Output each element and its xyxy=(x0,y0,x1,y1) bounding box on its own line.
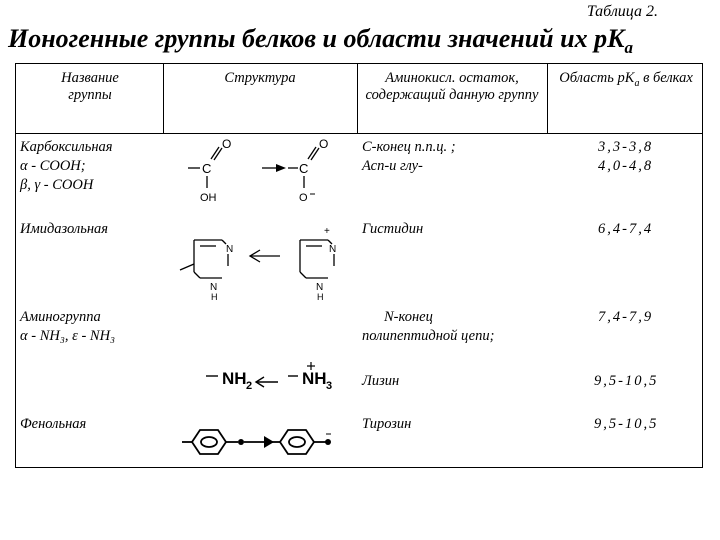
residue-line: Гистидин xyxy=(362,221,424,237)
carboxyl-structure xyxy=(180,138,350,208)
pka-line: 3,3-3,8 xyxy=(598,139,654,155)
table-frame xyxy=(15,63,703,468)
oxygen-label: O xyxy=(222,137,232,151)
page-title xyxy=(8,24,633,58)
residue-line: Тирозин xyxy=(362,416,412,432)
residue-line: Лизин xyxy=(362,373,400,389)
oxygen-dot xyxy=(238,439,244,445)
row-imidazole-name xyxy=(20,220,108,239)
hydrogen-label: H xyxy=(317,292,324,302)
column-divider xyxy=(357,63,358,133)
row-amino-name xyxy=(20,308,115,346)
row-phenol-residue xyxy=(362,415,411,434)
pka-line: 4,0-4,8 xyxy=(598,158,654,174)
pka-line: 9,5-10,5 xyxy=(594,416,659,432)
ammonium-subscript: 3 xyxy=(326,380,333,392)
header-divider xyxy=(15,133,703,134)
residue-line: полипептидной цепи; xyxy=(362,328,495,344)
carbon-label: C xyxy=(202,161,212,176)
row-lysine-pka xyxy=(594,372,658,391)
pka-line: 7,4-7,9 xyxy=(598,309,654,325)
row-carboxyl-pka xyxy=(598,138,653,176)
name-line: Имидазольная xyxy=(20,221,109,237)
row-carboxyl-name xyxy=(20,138,113,195)
name-line: β, γ - COOH xyxy=(20,177,94,193)
title-text: Ионогенные группы белков и области значений их pK xyxy=(8,24,625,53)
hydroxyl-label: OH xyxy=(200,192,217,204)
row-carboxyl-residue xyxy=(362,138,456,176)
imidazole-structure xyxy=(180,226,350,302)
row-lysine-residue xyxy=(362,372,399,391)
amino-structure xyxy=(200,360,360,396)
name-line: Карбоксильная xyxy=(20,139,113,155)
table-caption: Таблица 2. xyxy=(586,3,658,20)
row-imidazole-residue xyxy=(362,220,423,239)
header-pka-text: Область pK xyxy=(559,70,635,86)
amine-label: NH xyxy=(222,369,247,388)
oxygen-dot xyxy=(325,439,331,445)
column-divider xyxy=(547,63,548,133)
pka-line: 6,4-7,4 xyxy=(598,221,654,237)
amine-subscript: 2 xyxy=(246,380,253,392)
header-name: Название группы xyxy=(61,70,119,103)
residue-line: Асп-и глу- xyxy=(362,158,423,174)
oxygen-label: O xyxy=(299,192,308,204)
header-pka-tail: в белках xyxy=(639,70,693,86)
name-line: α - NH₃, ε - NH₃ xyxy=(20,328,116,344)
row-phenol-name xyxy=(20,415,86,434)
header-residue: Аминокисл. остаток, содержащий данную группу xyxy=(365,70,539,103)
oxygen-label: O xyxy=(319,137,329,151)
row-amino-residue xyxy=(362,308,494,346)
nitrogen-label: N xyxy=(210,282,218,293)
ammonium-label: NH xyxy=(302,369,327,388)
nitrogen-label: N xyxy=(316,282,324,293)
row-amino-pka xyxy=(598,308,653,327)
column-divider xyxy=(163,63,164,133)
header-pka-sub: a xyxy=(634,77,640,89)
hydrogen-label: H xyxy=(211,292,218,302)
pka-line: 9,5-10,5 xyxy=(594,373,659,389)
residue-line: N-конец xyxy=(384,309,433,325)
residue-line: C-конец п.п.ц. ; xyxy=(362,139,456,155)
header-pka xyxy=(552,70,700,92)
header-structure: Структура xyxy=(224,70,296,86)
title-subscript: a xyxy=(624,38,633,58)
name-line: α - COOH; xyxy=(20,158,86,174)
row-phenol-pka xyxy=(594,415,658,434)
name-line: Фенольная xyxy=(20,416,87,432)
name-line: Аминогруппа xyxy=(20,309,101,325)
nitrogen-label: N xyxy=(226,244,234,255)
arrow-head xyxy=(264,436,274,448)
phenol-structure xyxy=(180,422,350,462)
nitrogen-label: N xyxy=(329,244,337,255)
row-imidazole-pka xyxy=(598,220,653,239)
carbon-label: C xyxy=(299,161,309,176)
plus-sign: + xyxy=(324,226,330,237)
